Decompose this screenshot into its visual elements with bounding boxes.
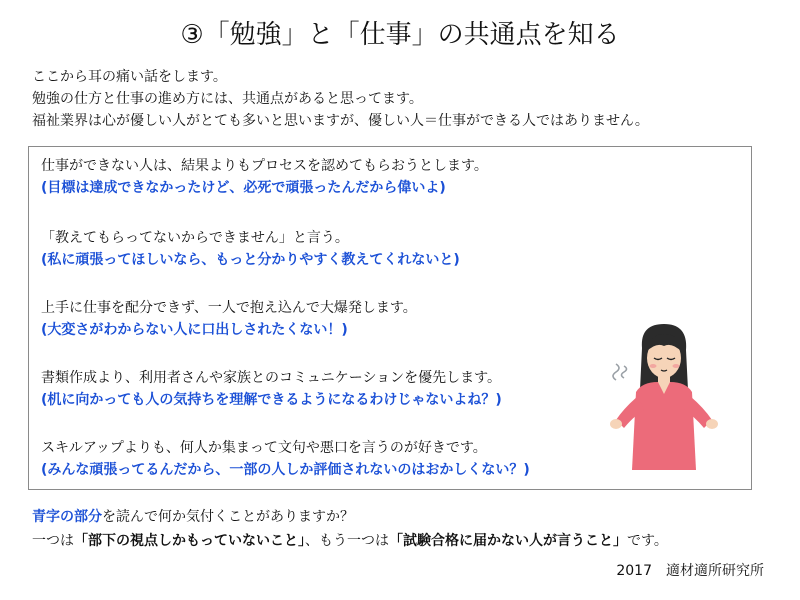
example-item (41, 155, 488, 199)
answer-middle: 、もう一つは (305, 533, 389, 549)
example-inner-voice: (私に頑張ってほしいなら、もっと分かりやすく教えてくれないと) (41, 252, 460, 268)
example-item (41, 437, 530, 481)
example-inner-voice: (みんな頑張ってるんだから、一部の人しか評価されないのはおかしくない？) (41, 462, 530, 478)
example-statement: 「教えてもらってないからできません」と言う。 (41, 230, 349, 246)
question-highlight: 青字の部分 (32, 509, 102, 525)
question-rest: を読んで何か気付くことがありますか？ (102, 509, 354, 525)
question-line (32, 506, 354, 528)
example-statement: 上手に仕事を配分できず、一人で抱え込んで大爆発します。 (41, 300, 417, 316)
example-inner-voice: (机に向かっても人の気持ちを理解できるようになるわけじゃないよね？) (41, 392, 502, 408)
example-inner-voice: (目標は達成できなかったけど、必死で頑張ったんだから偉いよ) (41, 180, 446, 196)
page-title: ③「勉強」と「仕事」の共通点を知る (180, 20, 620, 50)
example-statement: 書類作成より、利用者さんや家族とのコミュニケーションを優先します。 (41, 370, 502, 386)
shrugging-woman-icon (602, 320, 722, 485)
example-item (41, 227, 460, 271)
example-statement: スキルアップよりも、何人か集まって文句や悪口を言うのが好きです。 (41, 440, 487, 456)
answer-suffix: です。 (627, 533, 668, 549)
example-item (41, 297, 417, 341)
intro-line: 勉強の仕方と仕事の進め方には、共通点があると思ってます。 (32, 91, 423, 107)
intro-text (32, 66, 649, 132)
intro-line: 福祉業界は心が優しい人がとても多いと思いますが、優しい人＝仕事ができる人ではありません。 (32, 113, 649, 129)
answer-line (32, 530, 668, 552)
footer-credit: 2017 適材適所研究所 (616, 563, 764, 579)
answer-point-2: 「試験合格に届かない人が言うこと」 (389, 533, 627, 549)
answer-prefix: 一つは (32, 533, 74, 549)
answer-point-1: 「部下の視点しかもっていないこと」 (74, 533, 305, 549)
example-statement: 仕事ができない人は、結果よりもプロセスを認めてもらおうとします。 (41, 158, 488, 174)
example-item (41, 367, 502, 411)
example-inner-voice: (大変さがわからない人に口出しされたくない！) (41, 322, 348, 338)
intro-line: ここから耳の痛い話をします。 (32, 69, 227, 85)
